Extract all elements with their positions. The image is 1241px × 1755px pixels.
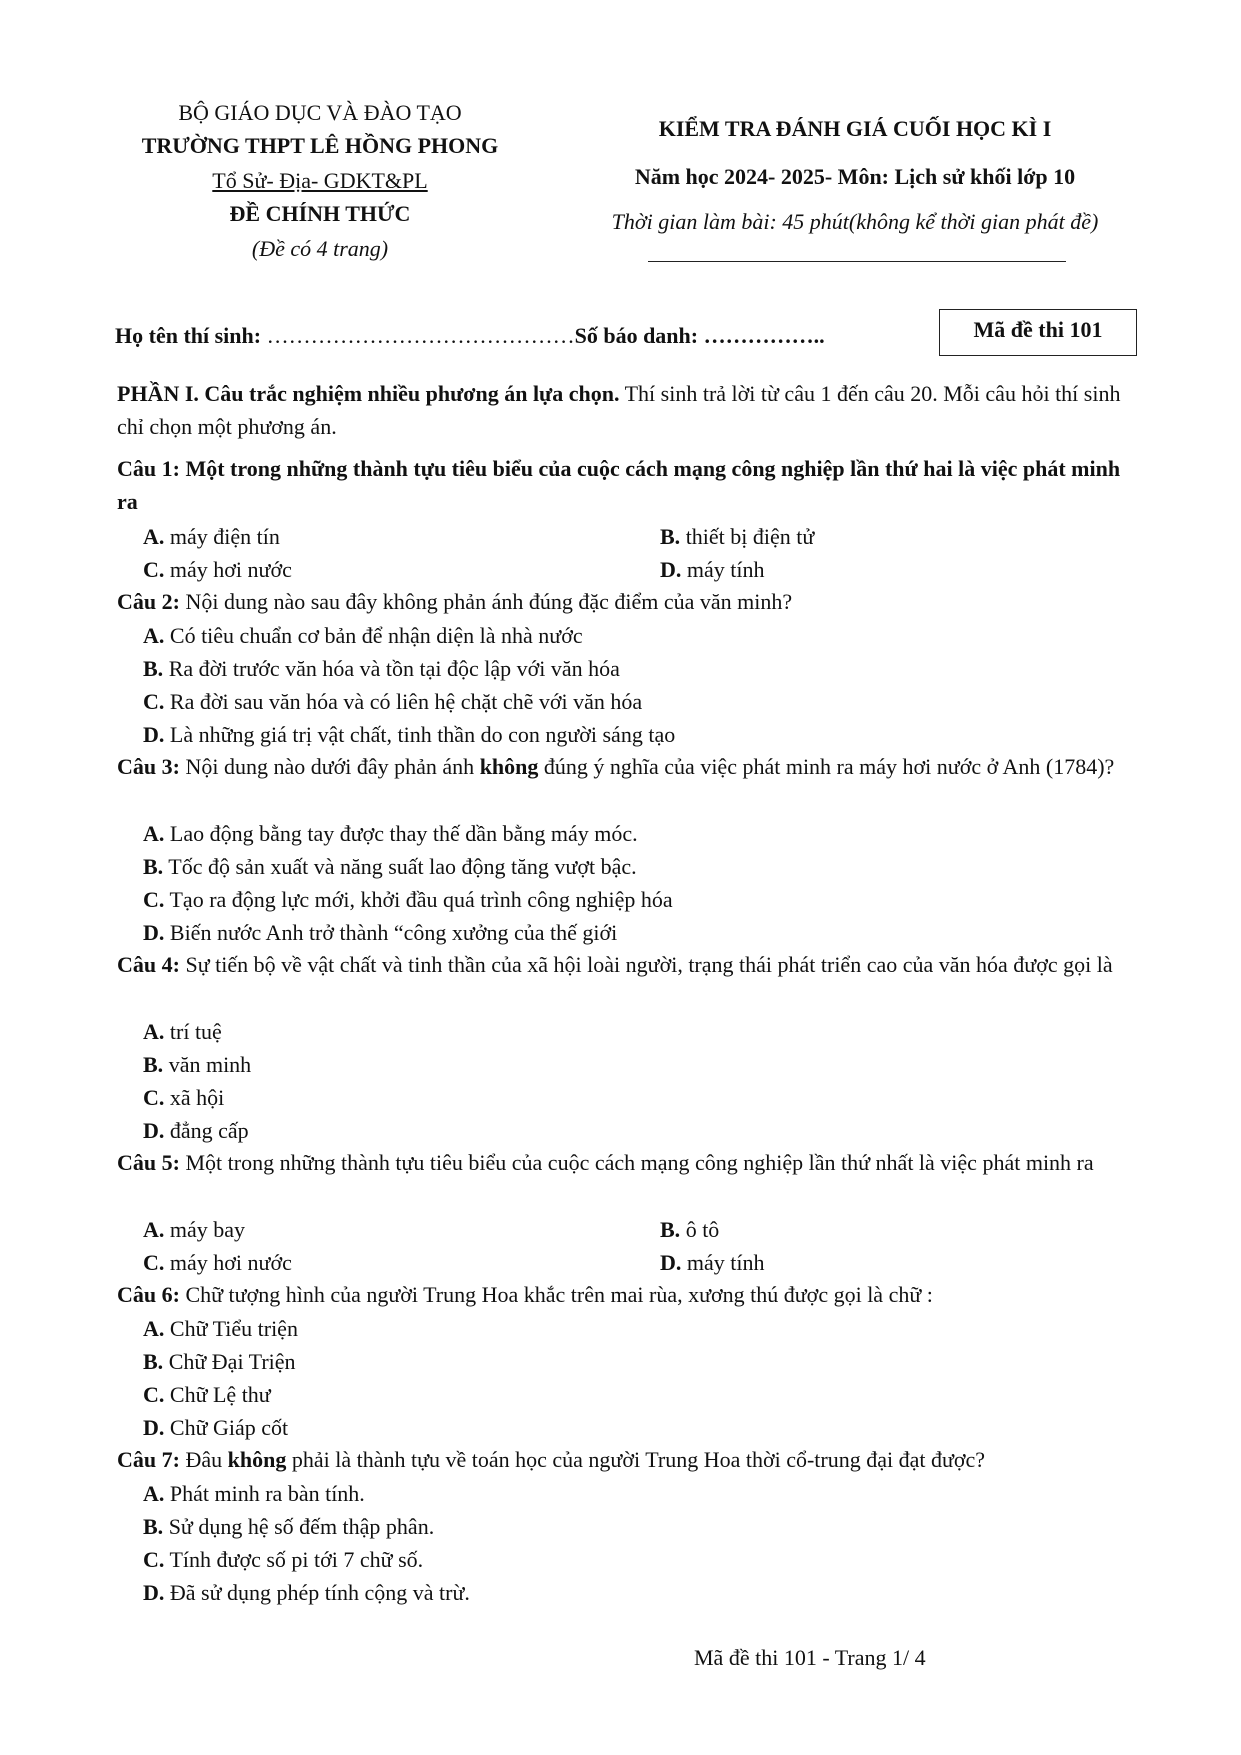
name-label: Họ tên thí sinh: xyxy=(115,323,262,348)
q7-option-c[interactable]: C. Tính được số pi tới 7 chữ số. xyxy=(143,1547,424,1572)
id-label: Số báo danh: xyxy=(574,323,699,348)
exam-code-box: Mã đề thi 101 xyxy=(939,309,1137,356)
header-divider xyxy=(648,261,1066,262)
question-1: Câu 1: Một trong những thành tựu tiêu biểu của cuộc cách mạng công nghiệp lần thứ hai là việc phát minh ra xyxy=(117,456,1121,514)
name-field[interactable]: …………………………………… xyxy=(261,323,575,348)
q6-option-b[interactable]: B. Chữ Đại Triện xyxy=(143,1349,296,1374)
exam-title: KIỂM TRA ĐÁNH GIÁ CUỐI HỌC KÌ I xyxy=(658,116,1052,141)
q1-option-b[interactable]: B. thiết bị điện tử xyxy=(660,524,815,549)
q2-option-c[interactable]: C. Ra đời sau văn hóa và có liên hệ chặt chẽ với văn hóa xyxy=(143,689,643,714)
department-name: Tổ Sử- Địa- GDKT&PL xyxy=(212,168,428,193)
q1-option-c[interactable]: C. máy hơi nước xyxy=(143,557,292,582)
q7-option-b[interactable]: B. Sử dụng hệ số đếm thập phân. xyxy=(143,1514,435,1539)
q4-option-c[interactable]: C. xã hội xyxy=(143,1085,225,1110)
school-name: TRƯỜNG THPT LÊ HỒNG PHONG xyxy=(141,133,499,158)
q4-option-d[interactable]: D. đẳng cấp xyxy=(143,1118,249,1143)
q4-option-a[interactable]: A. trí tuệ xyxy=(143,1019,222,1044)
year-subject: Năm học 2024- 2025- Môn: Lịch sử khối lớp 10 xyxy=(634,164,1076,189)
q5-option-a[interactable]: A. máy bay xyxy=(143,1217,246,1242)
question-7: Câu 7: Đâu không phải là thành tựu về toán học của người Trung Hoa thời cổ-trung đại đạt được? xyxy=(117,1447,986,1472)
q4-option-b[interactable]: B. văn minh xyxy=(143,1052,252,1077)
official-label: ĐỀ CHÍNH THỨC xyxy=(229,201,411,226)
q6-option-c[interactable]: C. Chữ Lệ thư xyxy=(143,1382,271,1407)
question-2: Câu 2: Nội dung nào sau đây không phản ánh đúng đặc điểm của văn minh? xyxy=(117,589,793,614)
q7-option-d[interactable]: D. Đã sử dụng phép tính cộng và trừ. xyxy=(143,1580,470,1605)
question-4: Câu 4: Sự tiến bộ về vật chất và tinh thần của xã hội loài người, trạng thái phát triển cao của văn hóa được gọi là xyxy=(117,952,1113,977)
q2-option-a[interactable]: A. Có tiêu chuẩn cơ bản để nhận diện là nhà nước xyxy=(143,623,583,648)
q6-option-d[interactable]: D. Chữ Giáp cốt xyxy=(143,1415,289,1440)
q1-option-d[interactable]: D. máy tính xyxy=(660,557,765,582)
question-3: Câu 3: Nội dung nào dưới đây phản ánh không đúng ý nghĩa của việc phát minh ra máy hơi nước ở Anh (1784)? xyxy=(117,754,1115,779)
pages-note: (Đề có 4 trang) xyxy=(251,236,389,261)
q7-option-a[interactable]: A. Phát minh ra bàn tính. xyxy=(143,1481,365,1506)
page-footer: Mã đề thi 101 - Trang 1/ 4 xyxy=(694,1645,926,1670)
q5-option-d[interactable]: D. máy tính xyxy=(660,1250,765,1275)
ministry-name: BỘ GIÁO DỤC VÀ ĐÀO TẠO xyxy=(178,100,462,125)
q2-option-b[interactable]: B. Ra đời trước văn hóa và tồn tại độc lập với văn hóa xyxy=(143,656,620,681)
question-6: Câu 6: Chữ tượng hình của người Trung Hoa khắc trên mai rùa, xương thú được gọi là chữ : xyxy=(117,1282,933,1307)
q5-option-b[interactable]: B. ô tô xyxy=(660,1217,720,1242)
student-info-line xyxy=(115,325,825,347)
q1-option-a[interactable]: A. máy điện tín xyxy=(143,524,280,549)
q3-option-b[interactable]: B. Tốc độ sản xuất và năng suất lao động tăng vượt bậc. xyxy=(143,854,637,879)
id-field[interactable]: …………….. xyxy=(698,323,825,348)
q2-option-d[interactable]: D. Là những giá trị vật chất, tinh thần do con người sáng tạo xyxy=(143,722,676,747)
part1-heading: PHẦN I. Câu trắc nghiệm nhiều phương án lựa chọn. Thí sinh trả lời từ câu 1 đến câu 20. Mỗi câu hỏi thí sinh chỉ chọn một phương án. xyxy=(117,381,1121,439)
q3-option-d[interactable]: D. Biến nước Anh trở thành “công xưởng của thế giới xyxy=(143,920,618,945)
q5-option-c[interactable]: C. máy hơi nước xyxy=(143,1250,292,1275)
time-note: Thời gian làm bài: 45 phút(không kể thời gian phát đề) xyxy=(611,209,1099,234)
q3-option-c[interactable]: C. Tạo ra động lực mới, khởi đầu quá trình công nghiệp hóa xyxy=(143,887,673,912)
q3-option-a[interactable]: A. Lao động bằng tay được thay thế dần bằng máy móc. xyxy=(143,821,638,846)
question-5: Câu 5: Một trong những thành tựu tiêu biểu của cuộc cách mạng công nghiệp lần thứ nhất là việc phát minh ra xyxy=(117,1150,1094,1175)
q6-option-a[interactable]: A. Chữ Tiểu triện xyxy=(143,1316,298,1341)
